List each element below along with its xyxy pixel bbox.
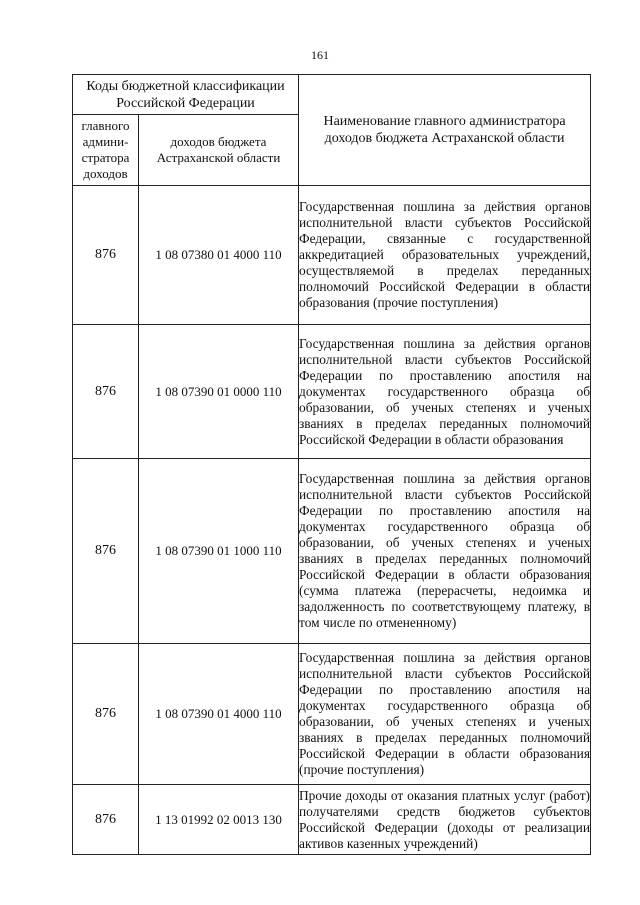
table-row [73,644,591,785]
header-group-title: Коды бюджетной классификации Российской Федерации [73,75,299,115]
header-col-code: доходов бюджета Астраханской области [139,115,299,186]
cell-description: Государственная пошлина за действия органов исполнительной власти субъектов Российской Федерации по проставлению апостиля на документах государственного образца об образовании, об ученых степенях и ученых званиях в пределах переданных полномочий Российской Федерации в области образования (сумма платежа (перерасчеты, недоимка и задолженность по соответствующему платежу, в том числе по отмененному) [299,459,591,644]
header-col-admin: главного админи-стратора доходов [73,115,139,186]
cell-income-code: 1 08 07390 01 1000 110 [139,459,299,644]
header-col-name: Наименование главного администратора доходов бюджета Астраханской области [299,75,591,186]
cell-income-code: 1 08 07390 01 0000 110 [139,325,299,459]
page-number: 161 [311,48,329,62]
cell-admin-code: 876 [73,785,139,855]
table-row [73,325,591,459]
cell-income-code: 1 13 01992 02 0013 130 [139,785,299,855]
cell-description: Государственная пошлина за действия органов исполнительной власти субъектов Российской Федерации по проставлению апостиля на документах государственного образца об образовании, об ученых степенях и ученых званиях в пределах переданных полномочий Российской Федерации в области образования [299,325,591,459]
cell-admin-code: 876 [73,186,139,325]
cell-description: Государственная пошлина за действия органов исполнительной власти субъектов Российской Федерации, связанные с государственной аккредитацией образовательных учреждений, осуществляемой в пределах переданных полномочий Российской Федерации в области образования (прочие поступления) [299,186,591,325]
cell-income-code: 1 08 07390 01 4000 110 [139,644,299,785]
cell-admin-code: 876 [73,644,139,785]
cell-description: Прочие доходы от оказания платных услуг (работ) получателями средств бюджетов субъектов Российской Федерации (доходы от реализации активов казенных учреждений) [299,785,591,855]
cell-admin-code: 876 [73,459,139,644]
cell-description: Государственная пошлина за действия органов исполнительной власти субъектов Российской Федерации по проставлению апостиля на документах государственного образца об образовании, об ученых степенях и ученых званиях в пределах переданных полномочий Российской Федерации в области образования (прочие поступления) [299,644,591,785]
budget-codes-table [72,74,591,855]
table-row [73,785,591,855]
cell-income-code: 1 08 07380 01 4000 110 [139,186,299,325]
table-row [73,459,591,644]
table-row [73,186,591,325]
header-row-top [73,75,591,115]
cell-admin-code: 876 [73,325,139,459]
